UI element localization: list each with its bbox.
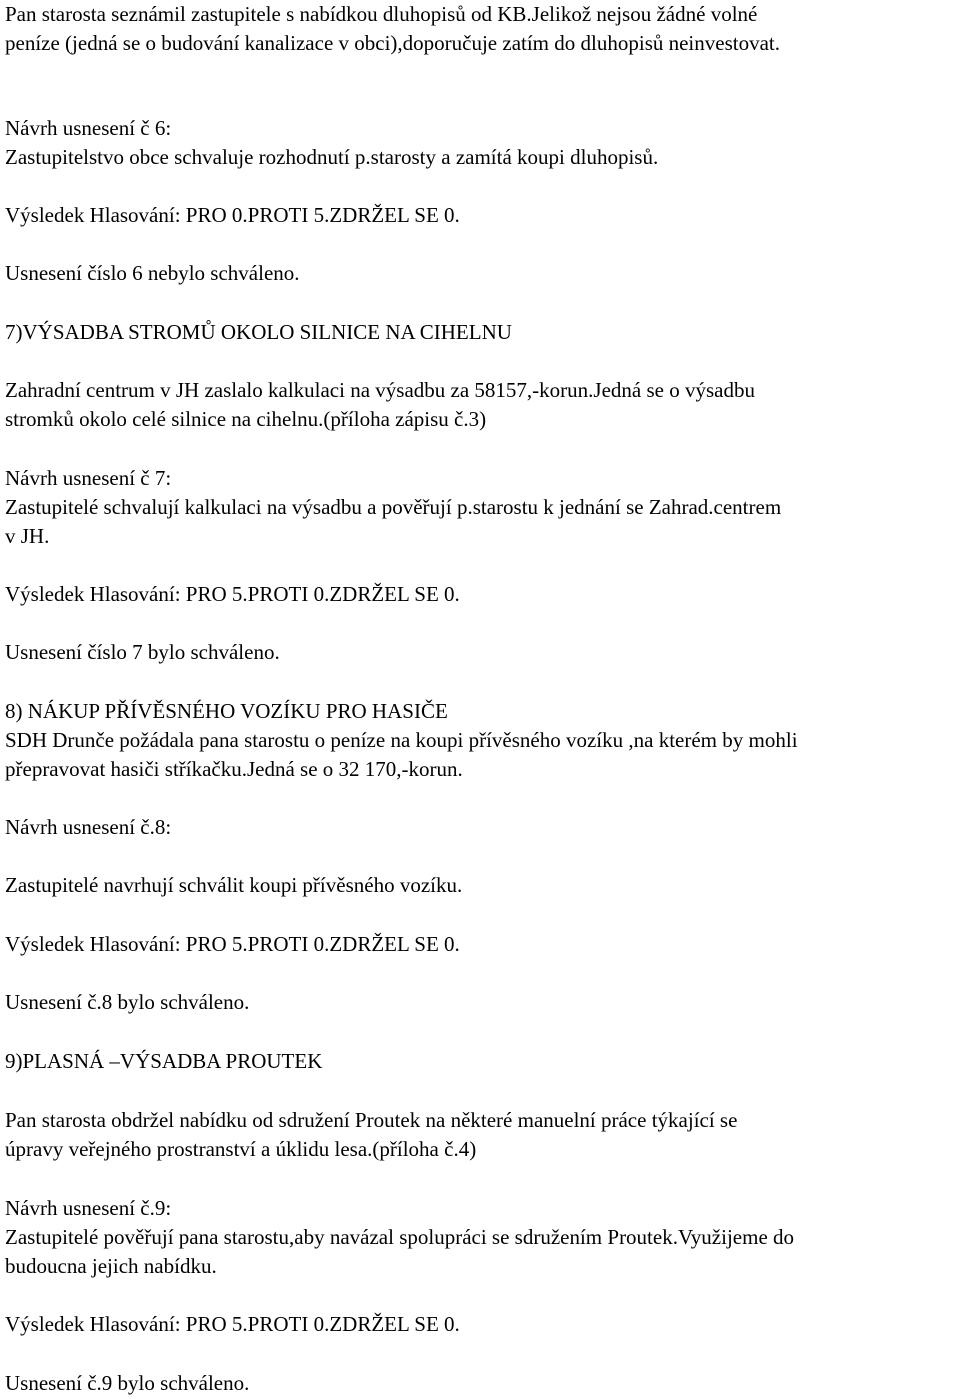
section-8-title: 8) NÁKUP PŘÍVĚSNÉHO VOZÍKU PRO HASIČE bbox=[5, 699, 448, 723]
intro-line-1: Pan starosta seznámil zastupitele s nabídkou dluhopisů od KB.Jelikož nejsou žádné volné bbox=[5, 2, 758, 26]
motion-9-heading: Návrh usnesení č.9: bbox=[5, 1196, 172, 1220]
vote-result-6: Výsledek Hlasování: PRO 0.PROTI 5.ZDRŽEL SE 0. bbox=[5, 203, 460, 227]
section-7-text-1: Zahradní centrum v JH zaslalo kalkulaci na výsadbu za 58157,-korun.Jedná se o výsadbu bbox=[5, 378, 755, 402]
motion-7-text-1: Zastupitelé schvalují kalkulaci na výsadbu a pověřují p.starostu k jednání se Zahrad.centrem bbox=[5, 495, 782, 519]
section-7-text-2: stromků okolo celé silnice na cihelnu.(příloha zápisu č.3) bbox=[5, 407, 487, 431]
section-9-title: 9)PLASNÁ –VÝSADBA PROUTEK bbox=[5, 1049, 323, 1073]
resolution-8-status: Usnesení č.8 bylo schváleno. bbox=[5, 990, 250, 1014]
vote-result-9: Výsledek Hlasování: PRO 5.PROTI 0.ZDRŽEL SE 0. bbox=[5, 1312, 460, 1336]
motion-8-text: Zastupitelé navrhují schválit koupi přívěsného vozíku. bbox=[5, 873, 463, 897]
motion-8-heading: Návrh usnesení č.8: bbox=[5, 815, 172, 839]
section-9-text-2: úpravy veřejného prostranství a úklidu lesa.(příloha č.4) bbox=[5, 1137, 477, 1161]
motion-6-text: Zastupitelstvo obce schvaluje rozhodnutí p.starosty a zamítá koupi dluhopisů. bbox=[5, 145, 659, 169]
intro-line-2: peníze (jedná se o budování kanalizace v obci),doporučuje zatím do dluhopisů neinvestovat. bbox=[5, 31, 781, 55]
section-8-text-2: přepravovat hasiči stříkačku.Jedná se o 32 170,-korun. bbox=[5, 757, 463, 781]
resolution-7-status: Usnesení číslo 7 bylo schváleno. bbox=[5, 640, 280, 664]
vote-result-7: Výsledek Hlasování: PRO 5.PROTI 0.ZDRŽEL SE 0. bbox=[5, 582, 460, 606]
resolution-6-status: Usnesení číslo 6 nebylo schváleno. bbox=[5, 261, 300, 285]
vote-result-8: Výsledek Hlasování: PRO 5.PROTI 0.ZDRŽEL SE 0. bbox=[5, 932, 460, 956]
resolution-9-status: Usnesení č.9 bylo schváleno. bbox=[5, 1371, 250, 1395]
motion-7-text-2: v JH. bbox=[5, 524, 50, 548]
section-9-text-1: Pan starosta obdržel nabídku od sdružení Proutek na některé manuelní práce týkající se bbox=[5, 1108, 738, 1132]
motion-6-heading: Návrh usnesení č 6: bbox=[5, 116, 172, 140]
section-7-title: 7)VÝSADBA STROMŮ OKOLO SILNICE NA CIHELNU bbox=[5, 320, 512, 344]
motion-7-heading: Návrh usnesení č 7: bbox=[5, 466, 172, 490]
motion-9-text-1: Zastupitelé pověřují pana starostu,aby navázal spolupráci se sdružením Proutek.Využijeme do bbox=[5, 1225, 795, 1249]
section-8-text-1: SDH Drunče požádala pana starostu o peníze na koupi přívěsného vozíku ,na kterém by mohli bbox=[5, 728, 798, 752]
motion-9-text-2: budoucna jejich nabídku. bbox=[5, 1254, 217, 1278]
